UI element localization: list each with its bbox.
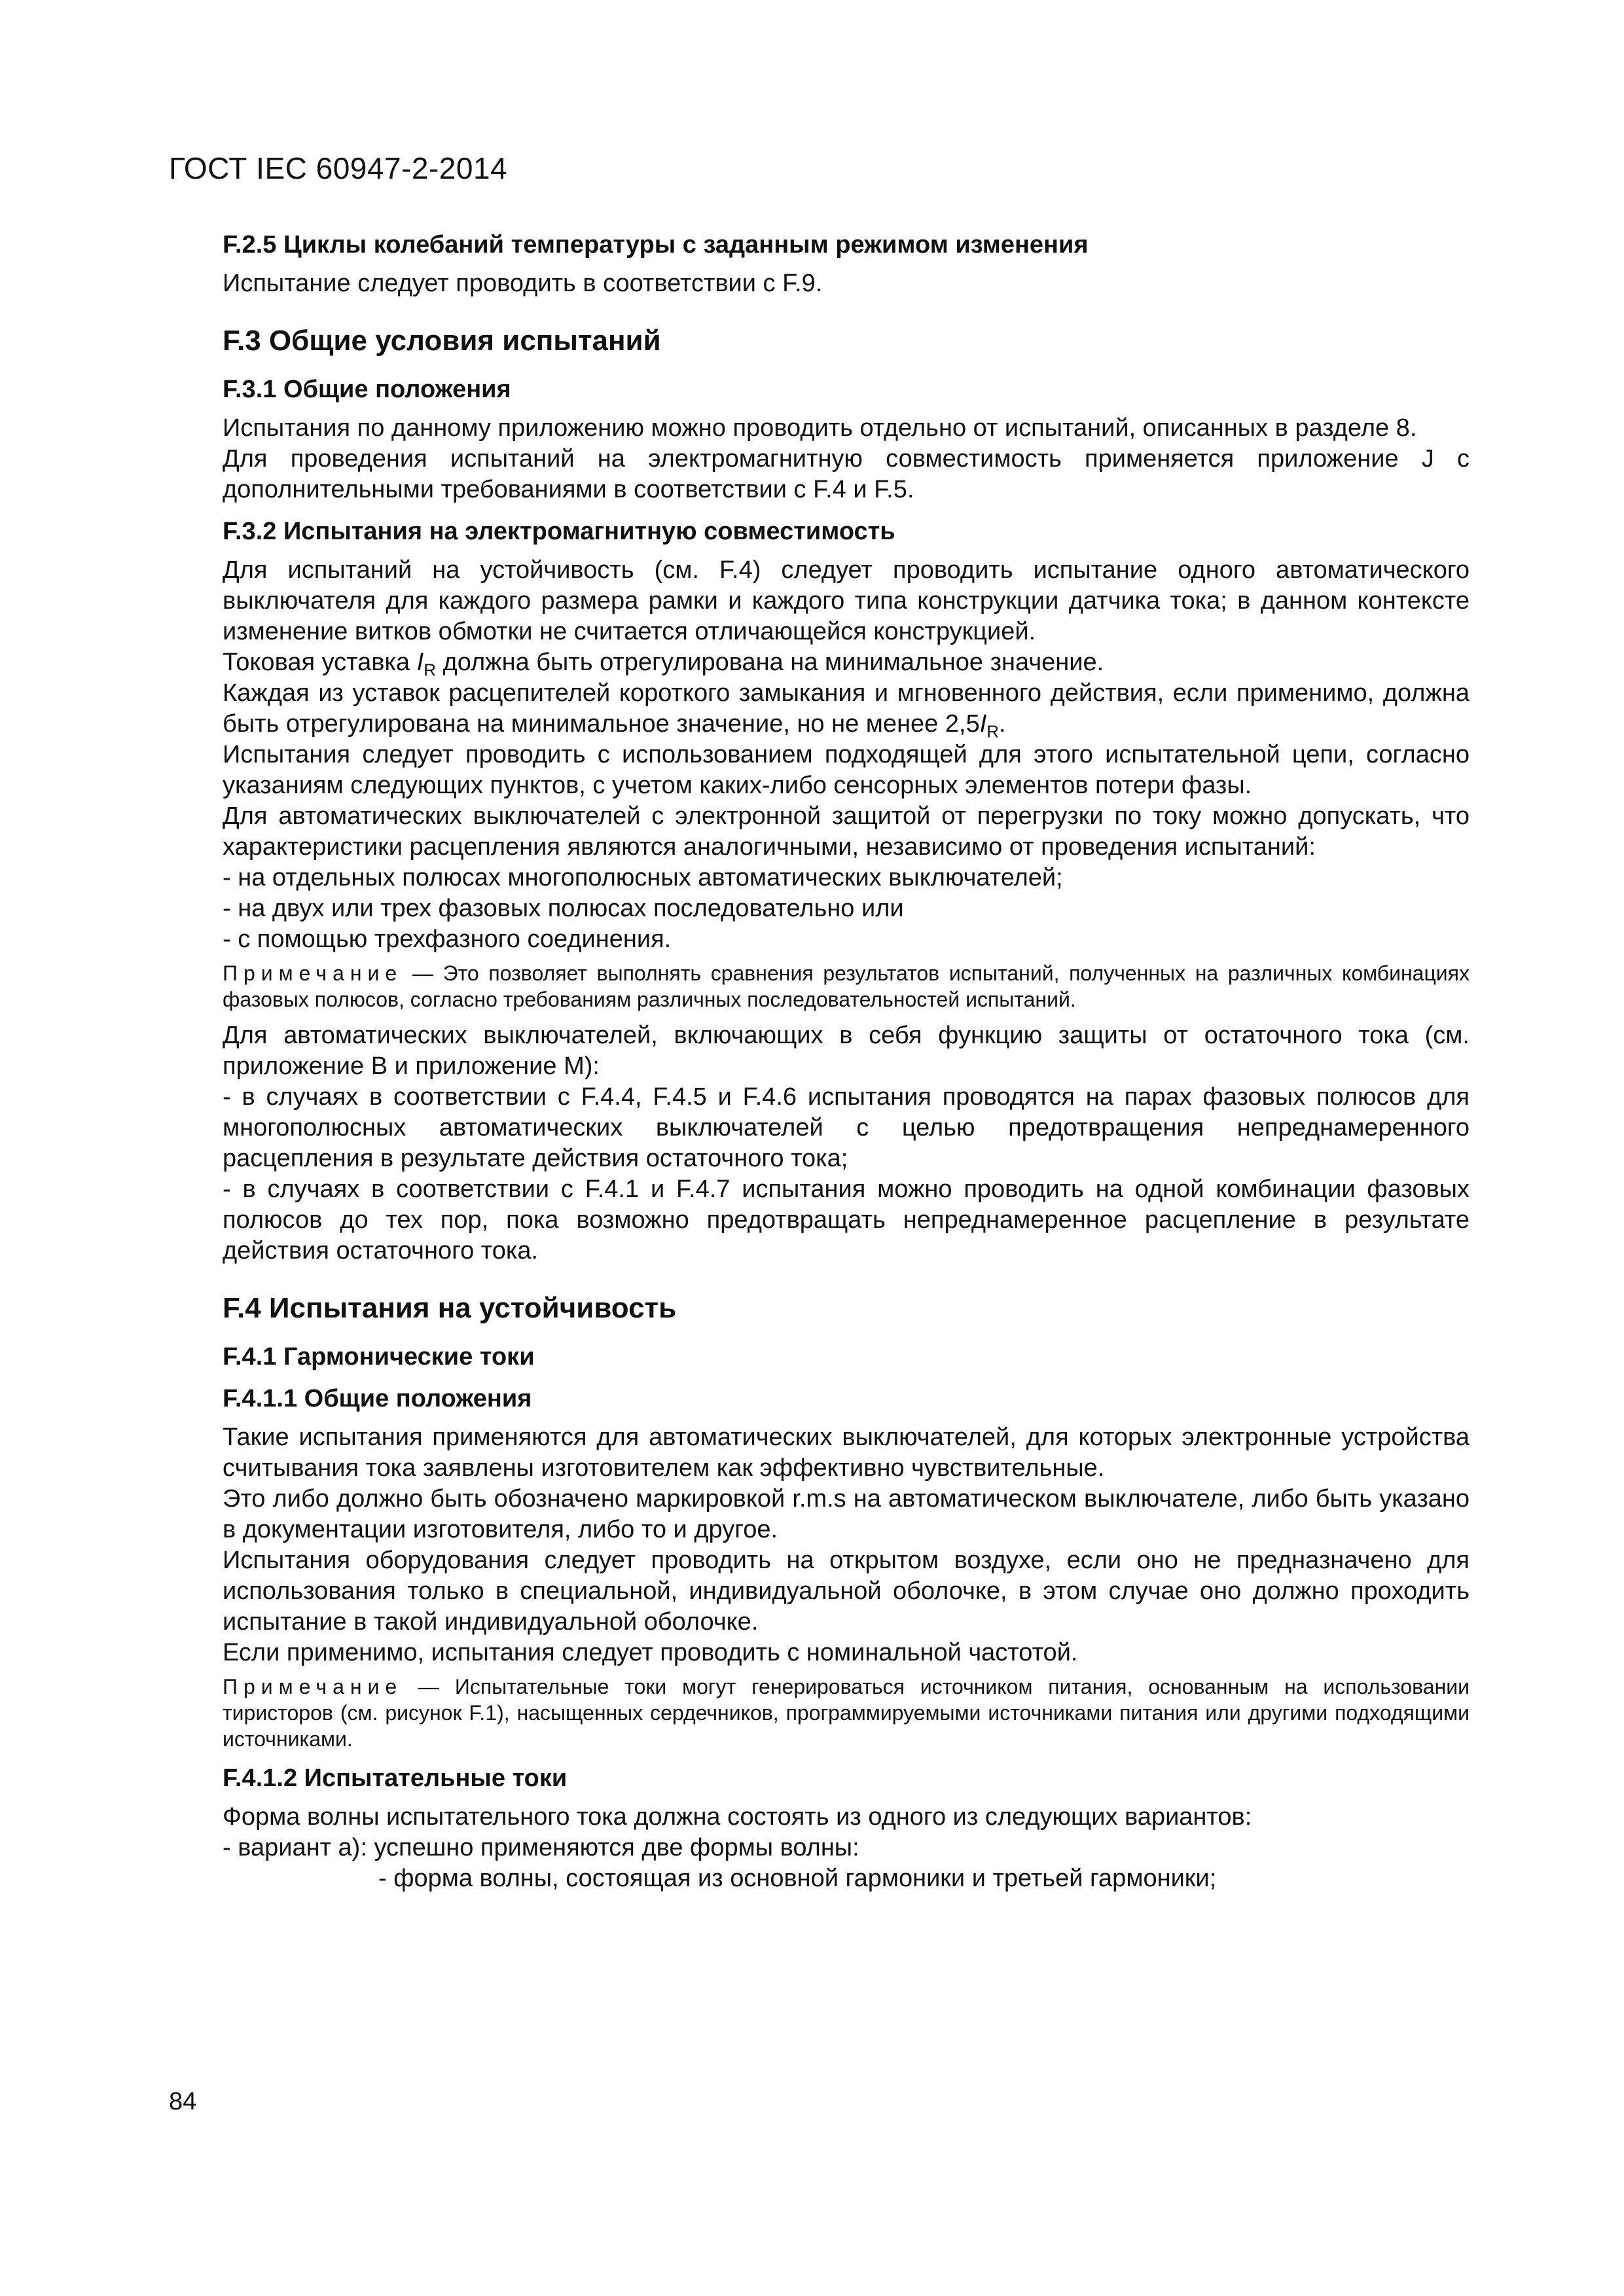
- note-text: — Это позволяет выполнять сравнения результатов испытаний, полученных на различных комбинациях фазовых полюсов, согласно требованиям различных последовательностей испытаний.: [223, 961, 1470, 1011]
- paragraph: Такие испытания применяются для автоматических выключателей, для которых электронные устройства считывания тока заявлены изготовителем как эффективно чувствительные.: [223, 1424, 1470, 1482]
- list-item: - на двух или трех фазовых полюсах последовательно или: [223, 895, 904, 922]
- list-item: - форма волны, состоящая из основной гармоники и третьей гармоники;: [378, 1865, 1217, 1892]
- heading-f3: F.3 Общие условия испытаний: [223, 325, 661, 357]
- paragraph: Для автоматических выключателей с электронной защитой от перегрузки по току можно допускать, что характеристики расцепления являются аналогичными, независимо от проведения испытаний:: [223, 802, 1470, 861]
- page-number: 84: [169, 2088, 197, 2115]
- heading-f32: F.3.2 Испытания на электромагнитную совместимость: [223, 518, 895, 545]
- paragraph: Если применимо, испытания следует проводить с номинальной частотой.: [223, 1639, 1078, 1666]
- heading-f25: F.2.5 Циклы колебаний температуры с заданным режимом изменения: [223, 231, 1089, 259]
- paragraph: Для автоматических выключателей, включающих в себя функцию защиты от остаточного тока (см. приложение B и приложение M):: [223, 1022, 1470, 1080]
- text: .: [999, 710, 1006, 738]
- list-item: - с помощью трехфазного соединения.: [223, 925, 672, 953]
- paragraph: Форма волны испытательного тока должна состоять из одного из следующих вариантов:: [223, 1803, 1252, 1831]
- paragraph: Для испытаний на устойчивость (см. F.4) следует проводить испытание одного автоматического выключателя для каждого размера рамки и каждого типа конструкции датчика тока; в данном контексте изменение витков обмотки не считается отличающейся конструкцией.: [223, 556, 1470, 645]
- text: Токовая уставка: [223, 649, 417, 676]
- paragraph: Для проведения испытаний на электромагнитную совместимость применяется приложение J с дополнительными требованиями в соответствии с F.4 и F.5.: [223, 445, 1470, 503]
- document-body: [223, 229, 1470, 1894]
- paragraph: [223, 678, 1470, 740]
- paragraph: - в случаях в соответствии с F.4.1 и F.4.7 испытания можно проводить на одной комбинации фазовых полюсов до тех пор, пока возможно предотвращать непреднамеренное расцепление в результате действия остаточного тока.: [223, 1175, 1470, 1265]
- symbol-i: I: [416, 649, 424, 676]
- subscript: R: [424, 660, 436, 680]
- note: [223, 960, 1470, 1013]
- note-text: — Испытательные токи могут генерироваться источником питания, основанным на использовании тиристоров (см. рисунок F.1), насыщенных сердечников, программируемыми источниками питания или другими подходящими источниками.: [223, 1675, 1470, 1751]
- note-label: Примечание: [223, 961, 403, 985]
- text: должна быть отрегулирована на минимальное значение.: [435, 649, 1104, 676]
- note-label: Примечание: [223, 1675, 403, 1698]
- heading-f412: F.4.1.2 Испытательные токи: [223, 1765, 568, 1792]
- paragraph: [223, 647, 1470, 678]
- list-item: - на отдельных полюсах многополюсных автоматических выключателей;: [223, 864, 1063, 891]
- heading-f41: F.4.1 Гармонические токи: [223, 1343, 535, 1371]
- paragraph: Испытания следует проводить с использованием подходящей для этого испытательной цепи, согласно указаниям следующих пунктов, с учетом каких-либо сенсорных элементов потери фазы.: [223, 741, 1470, 799]
- paragraph: Испытания по данному приложению можно проводить отдельно от испытаний, описанных в разделе 8.: [223, 414, 1417, 442]
- symbol-i: I: [979, 710, 987, 738]
- text: Каждая из уставок расцепителей короткого замыкания и мгновенного действия, если применимо, должна быть отрегулирована на минимальное значение, но не менее 2,5: [223, 679, 1470, 738]
- heading-f4: F.4 Испытания на устойчивость: [223, 1292, 677, 1324]
- note: [223, 1674, 1470, 1752]
- heading-f31: F.3.1 Общие положения: [223, 376, 511, 403]
- list-item: - вариант a): успешно применяются две формы волны:: [223, 1834, 859, 1861]
- paragraph: Испытание следует проводить в соответствии с F.9.: [223, 270, 823, 297]
- paragraph: Испытания оборудования следует проводить на открытом воздухе, если оно не предназначено для использования только в специальной, индивидуальной оболочке, в этом случае оно должно проходить испытание в такой индивидуальной оболочке.: [223, 1547, 1470, 1636]
- paragraph: Это либо должно быть обозначено маркировкой r.m.s на автоматическом выключателе, либо быть указано в документации изготовителя, либо то и другое.: [223, 1485, 1470, 1543]
- document-header: ГОСТ IEC 60947-2-2014: [169, 151, 508, 185]
- paragraph: - в случаях в соответствии с F.4.4, F.4.5 и F.4.6 испытания проводятся на парах фазовых полюсов для многополюсных автоматических выключателей с целью предотвращения непреднамеренного расцепления в результате действия остаточного тока;: [223, 1083, 1470, 1172]
- subscript: R: [986, 721, 1000, 742]
- heading-f411: F.4.1.1 Общие положения: [223, 1385, 532, 1412]
